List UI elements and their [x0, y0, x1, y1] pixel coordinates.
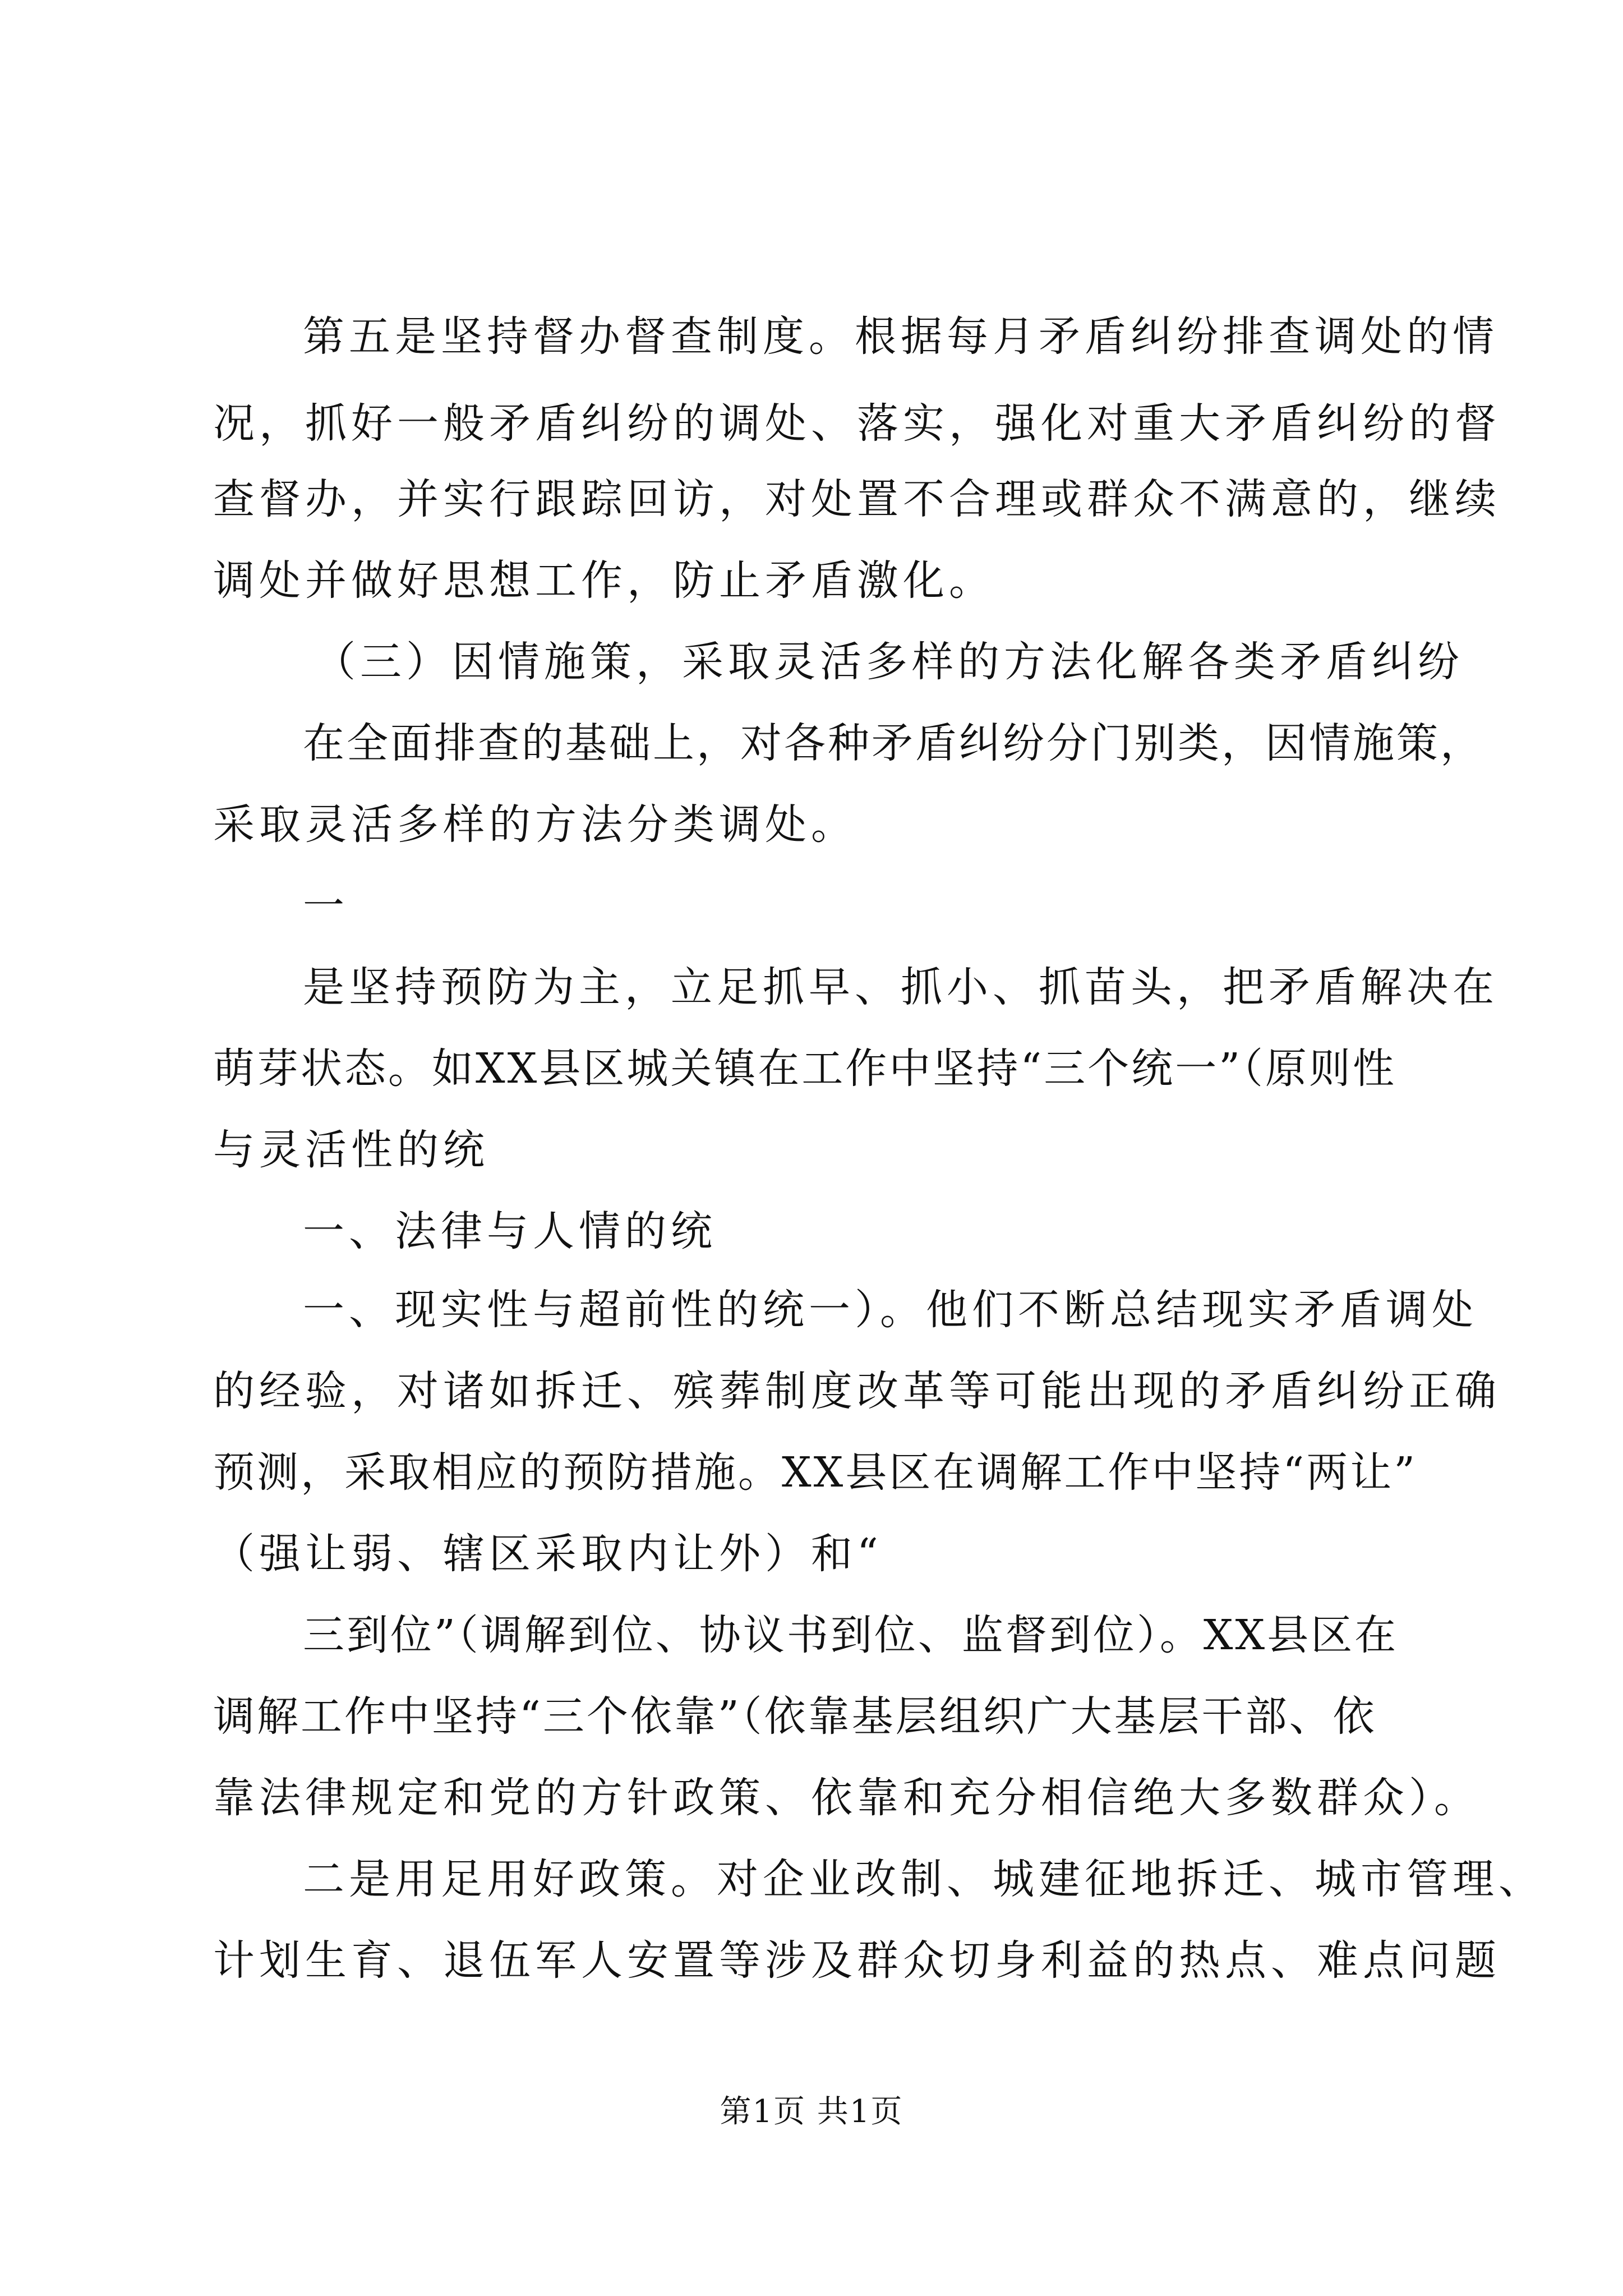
section-heading: （三）因情施策，采取灵活多样的方法化解各类矛盾纠纷: [314, 638, 1464, 686]
paragraph-line: 采取灵活多样的方法分类调处。: [213, 800, 857, 849]
paragraph-line: 是坚持预防为主，立足抓早、抓小、抓苗头，把矛盾解决在: [303, 963, 1498, 1011]
paragraph-line: 调解工作中坚持“三个依靠”（依靠基层组织广大基层干部、依: [213, 1692, 1377, 1741]
paragraph-line: 与灵活性的统: [213, 1126, 489, 1174]
paragraph-line: 三到位”（调解到位、协议书到位、监督到位）。XX县区在: [303, 1611, 1399, 1659]
paragraph-line: 的经验，对诸如拆迁、殡葬制度改革等可能出现的矛盾纠纷正确: [213, 1367, 1501, 1415]
paragraph-line: 查督办，并实行跟踪回访，对处置不合理或群众不满意的，继续: [213, 475, 1501, 523]
paragraph-line: 一: [303, 882, 349, 930]
paragraph-line: 在全面排查的基础上，对各种矛盾纠纷分门别类，因情施策，: [303, 719, 1484, 767]
paragraph-line: 况，抓好一般矛盾纠纷的调处、落实，强化对重大矛盾纠纷的督: [213, 399, 1501, 448]
paragraph-line: （强让弱、辖区采取内让外）和“: [213, 1530, 883, 1578]
paragraph-line: 一、现实性与超前性的统一）。他们不断总结现实矛盾调处: [303, 1286, 1478, 1334]
paragraph-line: 调处并做好思想工作，防止矛盾激化。: [213, 556, 995, 605]
paragraph-line: 二是用足用好政策。对企业改制、城建征地拆迁、城市管理、: [303, 1855, 1544, 1903]
page-footer: 第1页 共1页: [720, 2093, 903, 2130]
paragraph-line: 计划生育、退伍军人安置等涉及群众切身利益的热点、难点问题: [213, 1936, 1501, 1985]
paragraph-line: 第五是坚持督办督查制度。根据每月矛盾纠纷排查调处的情: [303, 312, 1498, 361]
paragraph-line: 一、法律与人情的统: [303, 1207, 717, 1255]
paragraph-line: 萌芽状态。如XX县区城关镇在工作中坚持“三个统一”（原则性: [213, 1045, 1397, 1093]
paragraph-line: 靠法律规定和党的方针政策、依靠和充分相信绝大多数群众）。: [213, 1774, 1480, 1822]
paragraph-line: 预测，采取相应的预防措施。XX县区在调解工作中坚持“两让”: [213, 1448, 1418, 1497]
